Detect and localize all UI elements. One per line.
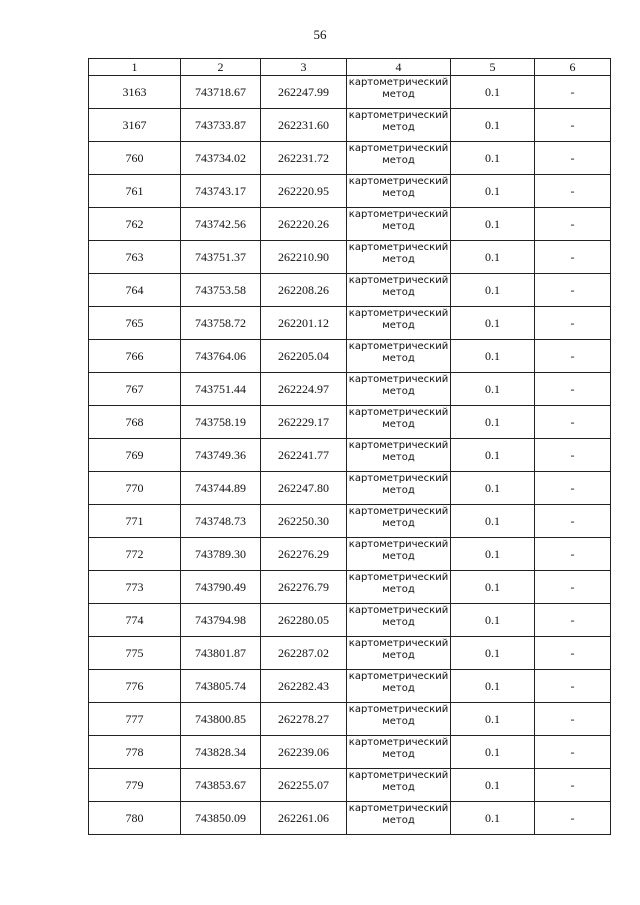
point-number-cell: 774 (89, 604, 181, 637)
y-coordinate-cell: 262205.04 (261, 340, 347, 373)
y-coordinate-cell: 262210.90 (261, 241, 347, 274)
page-number: 56 (313, 27, 327, 42)
x-coordinate-cell: 743764.06 (181, 340, 261, 373)
point-number-cell: 769 (89, 439, 181, 472)
table-row (89, 538, 611, 571)
error-cell: 0.1 (451, 373, 535, 406)
error-cell: 0.1 (451, 340, 535, 373)
note-cell: - (535, 142, 611, 175)
note-cell: - (535, 208, 611, 241)
column-header-6: 6 (535, 59, 611, 76)
method-label-line1: картометрический (348, 308, 449, 319)
method-label-line2: метод (382, 683, 415, 694)
x-coordinate-cell: 743743.17 (181, 175, 261, 208)
y-coordinate-cell: 262201.12 (261, 307, 347, 340)
method-cell (347, 109, 451, 142)
method-label-line2: метод (382, 782, 415, 793)
method-label-line1: картометрический (348, 539, 449, 550)
error-cell: 0.1 (451, 439, 535, 472)
method-cell (347, 241, 451, 274)
note-cell: - (535, 472, 611, 505)
method-label-line2: метод (382, 122, 415, 133)
method-label-line2: метод (382, 419, 415, 430)
method-label-line2: метод (382, 287, 415, 298)
method-cell (347, 736, 451, 769)
x-coordinate-cell: 743758.72 (181, 307, 261, 340)
note-cell: - (535, 505, 611, 538)
x-coordinate-cell: 743794.98 (181, 604, 261, 637)
y-coordinate-cell: 262241.77 (261, 439, 347, 472)
method-label-line1: картометрический (348, 737, 449, 748)
note-cell: - (535, 340, 611, 373)
method-cell (347, 604, 451, 637)
method-label-line1: картометрический (348, 110, 449, 121)
table-row (89, 373, 611, 406)
y-coordinate-cell: 262255.07 (261, 769, 347, 802)
y-coordinate-cell: 262282.43 (261, 670, 347, 703)
y-coordinate-cell: 262224.97 (261, 373, 347, 406)
note-cell: - (535, 241, 611, 274)
error-cell: 0.1 (451, 241, 535, 274)
table-row (89, 307, 611, 340)
y-coordinate-cell: 262231.60 (261, 109, 347, 142)
note-cell: - (535, 439, 611, 472)
error-cell: 0.1 (451, 670, 535, 703)
method-cell (347, 637, 451, 670)
x-coordinate-cell: 743753.58 (181, 274, 261, 307)
error-cell: 0.1 (451, 307, 535, 340)
point-number-cell: 766 (89, 340, 181, 373)
table-row (89, 241, 611, 274)
method-cell (347, 472, 451, 505)
method-cell (347, 142, 451, 175)
column-header-3: 3 (261, 59, 347, 76)
method-label-line1: картометрический (348, 704, 449, 715)
table-row (89, 142, 611, 175)
method-cell (347, 307, 451, 340)
method-cell (347, 571, 451, 604)
note-cell: - (535, 802, 611, 835)
y-coordinate-cell: 262247.99 (261, 76, 347, 109)
point-number-cell: 765 (89, 307, 181, 340)
y-coordinate-cell: 262231.72 (261, 142, 347, 175)
table-row (89, 109, 611, 142)
error-cell: 0.1 (451, 76, 535, 109)
method-label-line2: метод (382, 386, 415, 397)
method-label-line1: картометрический (348, 242, 449, 253)
table-body (89, 76, 611, 835)
method-label-line1: картометрический (348, 341, 449, 352)
point-number-cell: 772 (89, 538, 181, 571)
point-number-cell: 780 (89, 802, 181, 835)
note-cell: - (535, 406, 611, 439)
method-label-line1: картометрический (348, 638, 449, 649)
note-cell: - (535, 76, 611, 109)
table-row (89, 802, 611, 835)
point-number-cell: 762 (89, 208, 181, 241)
x-coordinate-cell: 743734.02 (181, 142, 261, 175)
method-cell (347, 439, 451, 472)
method-label-line2: метод (382, 650, 415, 661)
y-coordinate-cell: 262276.29 (261, 538, 347, 571)
column-header-4: 4 (347, 59, 451, 76)
x-coordinate-cell: 743800.85 (181, 703, 261, 736)
method-label-line2: метод (382, 584, 415, 595)
y-coordinate-cell: 262276.79 (261, 571, 347, 604)
error-cell: 0.1 (451, 505, 535, 538)
method-label-line1: картометрический (348, 440, 449, 451)
method-label-line2: метод (382, 749, 415, 760)
point-number-cell: 770 (89, 472, 181, 505)
error-cell: 0.1 (451, 406, 535, 439)
x-coordinate-cell: 743751.37 (181, 241, 261, 274)
y-coordinate-cell: 262261.06 (261, 802, 347, 835)
table-row (89, 472, 611, 505)
method-cell (347, 175, 451, 208)
point-number-cell: 778 (89, 736, 181, 769)
point-number-cell: 763 (89, 241, 181, 274)
method-cell (347, 274, 451, 307)
x-coordinate-cell: 743748.73 (181, 505, 261, 538)
note-cell: - (535, 373, 611, 406)
table-row (89, 76, 611, 109)
method-label-line2: метод (382, 188, 415, 199)
method-label-line2: метод (382, 452, 415, 463)
method-label-line2: метод (382, 485, 415, 496)
error-cell: 0.1 (451, 142, 535, 175)
point-number-cell: 3167 (89, 109, 181, 142)
method-cell (347, 406, 451, 439)
method-label-line1: картометрический (348, 506, 449, 517)
method-label-line1: картометрический (348, 77, 449, 88)
method-label-line2: метод (382, 353, 415, 364)
method-cell (347, 76, 451, 109)
table-row (89, 604, 611, 637)
error-cell: 0.1 (451, 637, 535, 670)
method-label-line1: картометрический (348, 803, 449, 814)
point-number-cell: 771 (89, 505, 181, 538)
note-cell: - (535, 736, 611, 769)
y-coordinate-cell: 262208.26 (261, 274, 347, 307)
y-coordinate-cell: 262220.95 (261, 175, 347, 208)
note-cell: - (535, 274, 611, 307)
note-cell: - (535, 538, 611, 571)
method-cell (347, 769, 451, 802)
method-label-line2: метод (382, 815, 415, 826)
point-number-cell: 779 (89, 769, 181, 802)
x-coordinate-cell: 743749.36 (181, 439, 261, 472)
table-row (89, 637, 611, 670)
method-cell (347, 340, 451, 373)
error-cell: 0.1 (451, 769, 535, 802)
point-number-cell: 3163 (89, 76, 181, 109)
table-row (89, 571, 611, 604)
y-coordinate-cell: 262280.05 (261, 604, 347, 637)
point-number-cell: 773 (89, 571, 181, 604)
error-cell: 0.1 (451, 109, 535, 142)
error-cell: 0.1 (451, 802, 535, 835)
point-number-cell: 777 (89, 703, 181, 736)
method-cell (347, 802, 451, 835)
note-cell: - (535, 703, 611, 736)
error-cell: 0.1 (451, 538, 535, 571)
note-cell: - (535, 637, 611, 670)
coordinates-table (88, 58, 611, 835)
note-cell: - (535, 670, 611, 703)
point-number-cell: 764 (89, 274, 181, 307)
x-coordinate-cell: 743744.89 (181, 472, 261, 505)
method-cell (347, 670, 451, 703)
method-cell (347, 505, 451, 538)
method-cell (347, 373, 451, 406)
point-number-cell: 775 (89, 637, 181, 670)
error-cell: 0.1 (451, 274, 535, 307)
point-number-cell: 761 (89, 175, 181, 208)
error-cell: 0.1 (451, 571, 535, 604)
column-header-5: 5 (451, 59, 535, 76)
method-label-line1: картометрический (348, 374, 449, 385)
note-cell: - (535, 571, 611, 604)
method-label-line2: метод (382, 551, 415, 562)
method-label-line1: картометрический (348, 770, 449, 781)
note-cell: - (535, 307, 611, 340)
table-row (89, 670, 611, 703)
method-label-line1: картометрический (348, 671, 449, 682)
x-coordinate-cell: 743718.67 (181, 76, 261, 109)
error-cell: 0.1 (451, 604, 535, 637)
method-label-line1: картометрический (348, 407, 449, 418)
error-cell: 0.1 (451, 208, 535, 241)
y-coordinate-cell: 262239.06 (261, 736, 347, 769)
x-coordinate-cell: 743742.56 (181, 208, 261, 241)
note-cell: - (535, 175, 611, 208)
error-cell: 0.1 (451, 175, 535, 208)
table-row (89, 340, 611, 373)
column-header-2: 2 (181, 59, 261, 76)
method-label-line1: картометрический (348, 143, 449, 154)
method-label-line2: метод (382, 320, 415, 331)
error-cell: 0.1 (451, 472, 535, 505)
method-label-line2: метод (382, 221, 415, 232)
y-coordinate-cell: 262220.26 (261, 208, 347, 241)
method-label-line2: метод (382, 518, 415, 529)
x-coordinate-cell: 743733.87 (181, 109, 261, 142)
method-cell (347, 538, 451, 571)
error-cell: 0.1 (451, 703, 535, 736)
method-label-line1: картометрический (348, 176, 449, 187)
note-cell: - (535, 109, 611, 142)
column-header-1: 1 (89, 59, 181, 76)
x-coordinate-cell: 743801.87 (181, 637, 261, 670)
method-label-line2: метод (382, 89, 415, 100)
x-coordinate-cell: 743751.44 (181, 373, 261, 406)
method-label-line2: метод (382, 716, 415, 727)
table-row (89, 274, 611, 307)
y-coordinate-cell: 262250.30 (261, 505, 347, 538)
table-row (89, 505, 611, 538)
method-label-line1: картометрический (348, 275, 449, 286)
error-cell: 0.1 (451, 736, 535, 769)
table-header-row (89, 59, 611, 76)
y-coordinate-cell: 262247.80 (261, 472, 347, 505)
y-coordinate-cell: 262287.02 (261, 637, 347, 670)
point-number-cell: 760 (89, 142, 181, 175)
x-coordinate-cell: 743828.34 (181, 736, 261, 769)
table-row (89, 175, 611, 208)
y-coordinate-cell: 262229.17 (261, 406, 347, 439)
x-coordinate-cell: 743790.49 (181, 571, 261, 604)
x-coordinate-cell: 743853.67 (181, 769, 261, 802)
method-label-line1: картометрический (348, 572, 449, 583)
method-cell (347, 208, 451, 241)
method-cell (347, 703, 451, 736)
y-coordinate-cell: 262278.27 (261, 703, 347, 736)
table-row (89, 769, 611, 802)
table-row (89, 406, 611, 439)
point-number-cell: 776 (89, 670, 181, 703)
table-row (89, 439, 611, 472)
method-label-line1: картометрический (348, 473, 449, 484)
method-label-line2: метод (382, 617, 415, 628)
method-label-line2: метод (382, 254, 415, 265)
point-number-cell: 768 (89, 406, 181, 439)
x-coordinate-cell: 743850.09 (181, 802, 261, 835)
x-coordinate-cell: 743805.74 (181, 670, 261, 703)
method-label-line1: картометрический (348, 209, 449, 220)
point-number-cell: 767 (89, 373, 181, 406)
table-row (89, 208, 611, 241)
table-row (89, 703, 611, 736)
note-cell: - (535, 604, 611, 637)
method-label-line1: картометрический (348, 605, 449, 616)
table-row (89, 736, 611, 769)
method-label-line2: метод (382, 155, 415, 166)
x-coordinate-cell: 743789.30 (181, 538, 261, 571)
x-coordinate-cell: 743758.19 (181, 406, 261, 439)
note-cell: - (535, 769, 611, 802)
